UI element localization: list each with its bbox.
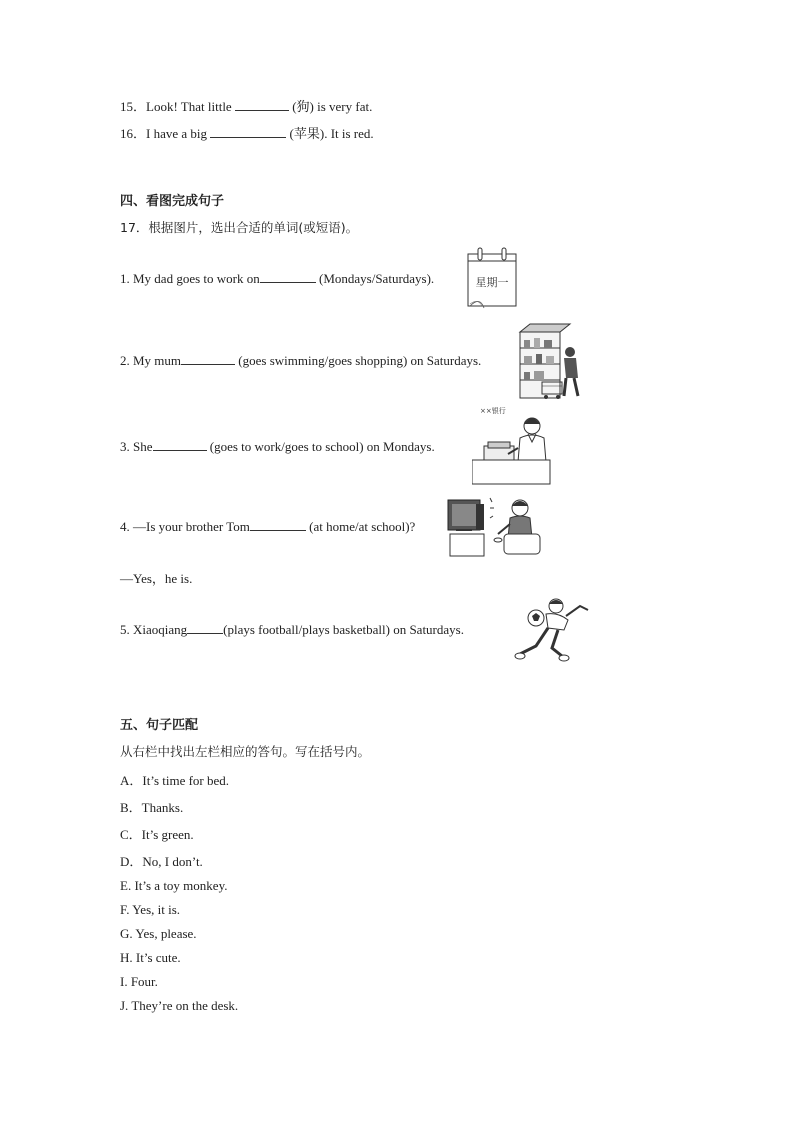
- item-text: 2. My mum: [120, 353, 182, 368]
- item-text: 5. Xiaoqiang: [120, 622, 188, 637]
- item-text: 1. My dad goes to work on: [120, 271, 260, 286]
- answer-blank[interactable]: [153, 439, 207, 451]
- option-d: D．No, I don’t.: [120, 854, 203, 869]
- bank-sign: ××银行: [480, 407, 506, 415]
- calendar-picture: [466, 246, 520, 310]
- bank-clerk-picture: [472, 404, 552, 486]
- question-text: (狗) is very fat.: [288, 99, 373, 114]
- answer-blank[interactable]: [210, 126, 286, 138]
- computer-boy-picture: [446, 494, 542, 558]
- picture-item-2: [120, 353, 481, 369]
- option-b: B．Thanks.: [120, 800, 184, 815]
- answer-blank[interactable]: [260, 271, 316, 283]
- item-text: (goes to work/goes to school) on Mondays.: [206, 439, 435, 454]
- question-15: [120, 96, 372, 115]
- question-16: [120, 123, 374, 142]
- item-text: 3. She: [120, 439, 153, 454]
- football-boy-picture: [512, 596, 592, 668]
- option-f: F. Yes, it is.: [120, 902, 181, 917]
- option-c: C．It’s green.: [120, 827, 194, 842]
- answer-blank[interactable]: [187, 622, 223, 634]
- question-text: Look! That little: [146, 99, 235, 114]
- item-text: (goes swimming/goes shopping) on Saturdays.: [235, 353, 482, 368]
- option-e: E. It’s a toy monkey.: [120, 878, 228, 893]
- picture-item-4-answer: —Yes，he is.: [120, 571, 193, 586]
- option-h: H. It’s cute.: [120, 950, 181, 965]
- question-number: 15．: [120, 99, 147, 114]
- item-text: (Mondays/Saturdays).: [315, 271, 435, 286]
- item-text: (plays football/plays basketball) on Saturdays.: [223, 622, 464, 637]
- section-4-instruction: 17．根据图片，选出合适的单词(或短语)。: [120, 220, 359, 235]
- question-number: 16．: [120, 126, 147, 141]
- section-5-heading: 五、句子匹配: [120, 718, 199, 733]
- picture-item-3: [120, 439, 435, 455]
- answer-blank[interactable]: [235, 99, 289, 111]
- answer-blank[interactable]: [181, 353, 235, 365]
- picture-item-5: [120, 622, 464, 638]
- question-text: (苹果). It is red.: [286, 126, 374, 141]
- question-text: I have a big: [146, 126, 211, 141]
- section-4-heading: 四、看图完成句子: [120, 194, 225, 209]
- supermarket-picture: [518, 322, 588, 400]
- item-text: (at home/at school)?: [305, 519, 416, 534]
- calendar-label: 星期一: [475, 276, 509, 289]
- item-text: 4. —Is your brother Tom: [120, 519, 250, 534]
- option-g: G. Yes, please.: [120, 926, 197, 941]
- picture-item-1: [120, 271, 434, 287]
- picture-item-4: [120, 519, 415, 535]
- option-a: A．It’s time for bed.: [120, 773, 230, 788]
- option-i: I. Four.: [120, 974, 158, 989]
- option-j: J. They’re on the desk.: [120, 998, 239, 1013]
- section-5-instruction: 从右栏中找出左栏相应的答句。写在括号内。: [120, 744, 371, 759]
- answer-blank[interactable]: [250, 519, 306, 531]
